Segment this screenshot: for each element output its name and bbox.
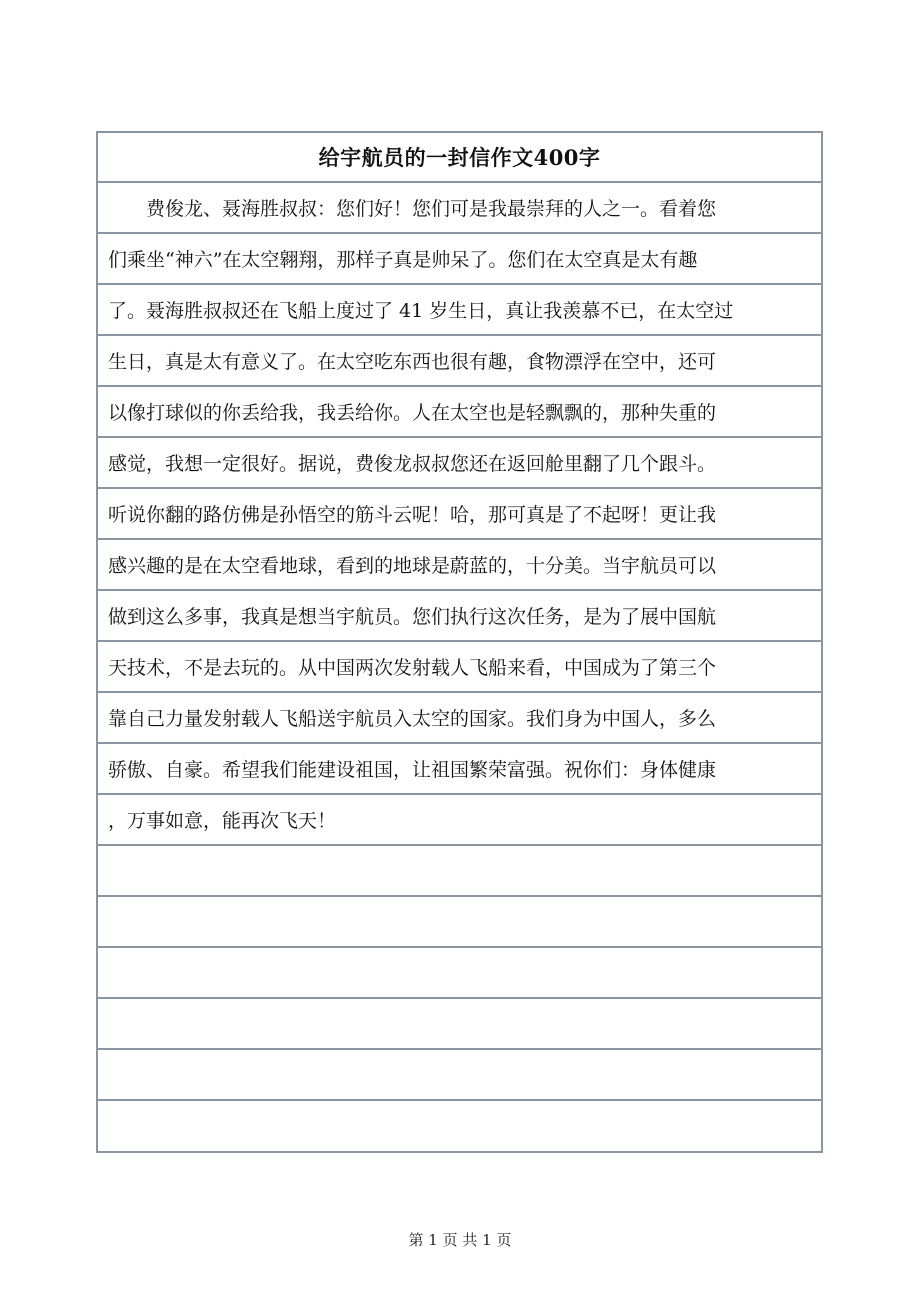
essay-line-empty [98,948,821,999]
essay-line-empty [98,897,821,948]
essay-line: 靠自己力量发射载人飞船送宇航员入太空的国家。我们身为中国人，多么 [98,693,821,744]
essay-sheet [96,131,823,1153]
essay-line: 以像打球似的你丢给我，我丢给你。人在太空也是轻飘飘的，那种失重的 [98,387,821,438]
essay-line: 感觉，我想一定很好。据说，费俊龙叔叔您还在返回舱里翻了几个跟斗。 [98,438,821,489]
essay-line: 们乘坐“神六”在太空翱翔，那样子真是帅呆了。您们在太空真是太有趣 [98,234,821,285]
essay-line: 骄傲、自豪。希望我们能建设祖国，让祖国繁荣富强。祝你们：身体健康 [98,744,821,795]
essay-line-empty [98,1050,821,1101]
essay-line-empty [98,1101,821,1151]
essay-line: 了。聂海胜叔叔还在飞船上度过了 41 岁生日，真让我羡慕不已，在太空过 [98,285,821,336]
page-footer: 第 1 页 共 1 页 [408,1231,512,1249]
essay-line: 感兴趣的是在太空看地球，看到的地球是蔚蓝的，十分美。当宇航员可以 [98,540,821,591]
essay-line: 做到这么多事，我真是想当宇航员。您们执行这次任务，是为了展中国航 [98,591,821,642]
essay-line-empty [98,846,821,897]
essay-line: 生日，真是太有意义了。在太空吃东西也很有趣，食物漂浮在空中，还可 [98,336,821,387]
essay-line: ，万事如意，能再次飞天！ [98,795,821,846]
essay-line: 听说你翻的路仿佛是孙悟空的筋斗云呢！哈，那可真是了不起呀！更让我 [98,489,821,540]
essay-title: 给宇航员的一封信作文400字 [98,133,821,183]
essay-line: 天技术，不是去玩的。从中国两次发射载人飞船来看，中国成为了第三个 [98,642,821,693]
essay-line-empty [98,999,821,1050]
essay-line: 费俊龙、聂海胜叔叔：您们好！您们可是我最崇拜的人之一。看着您 [98,183,821,234]
